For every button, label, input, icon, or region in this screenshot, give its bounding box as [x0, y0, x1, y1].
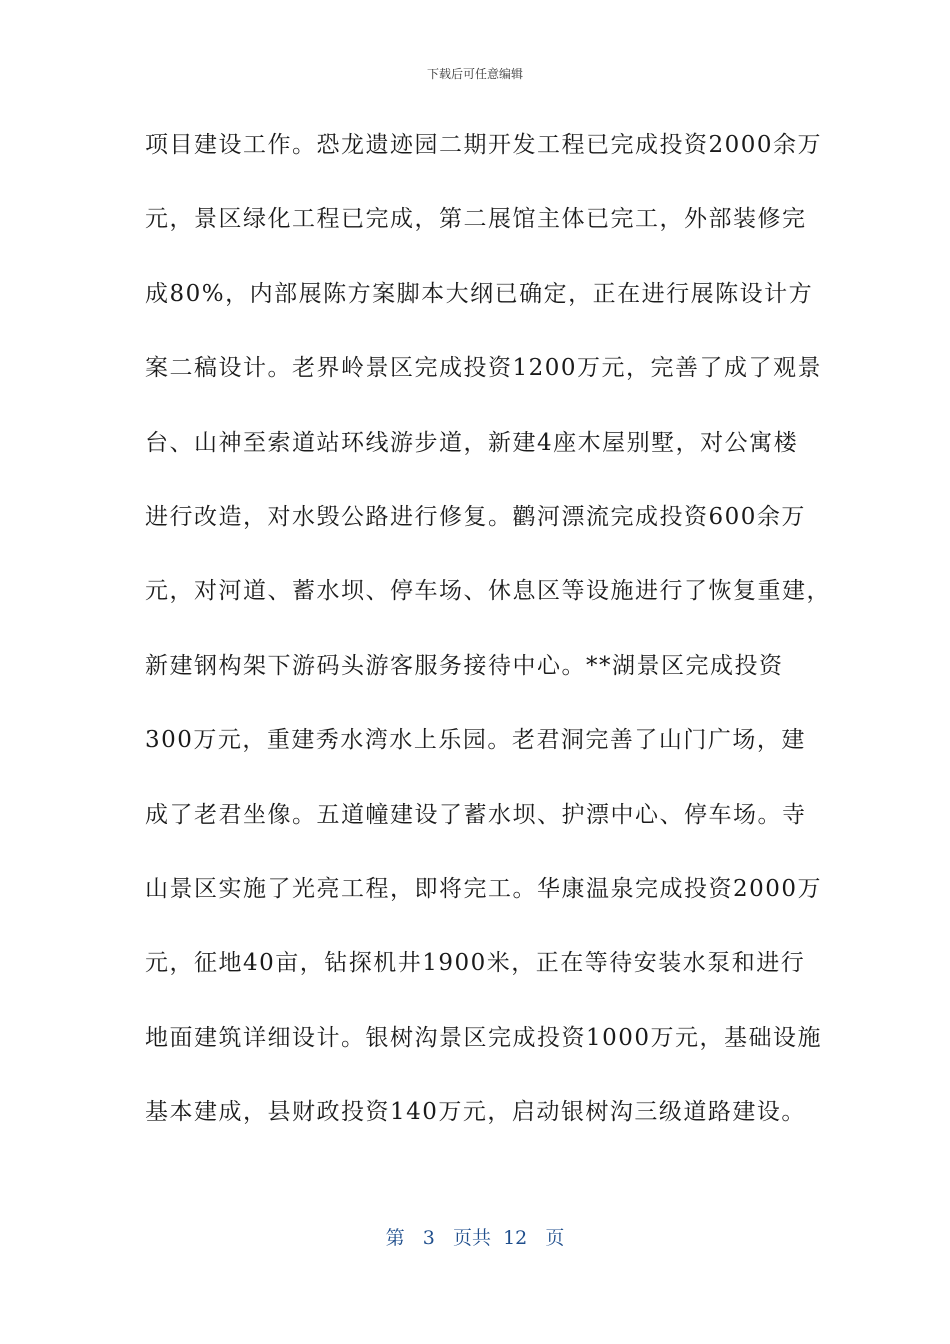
body-line: 成了老君坐像。五道幢建设了蓄水坝、护漂中心、停车场。寺 — [145, 801, 807, 828]
body-line: 山景区实施了光亮工程，即将完工。华康温泉完成投资2000万 — [145, 875, 823, 902]
body-line: 基本建成，县财政投资140万元，启动银树沟三级道路建设。 — [145, 1099, 806, 1126]
current-page-number: 3 — [422, 1227, 435, 1249]
body-line: 元，景区绿化工程已完成，第二展馆主体已完工，外部装修完 — [145, 206, 807, 233]
body-line: 300万元，重建秀水湾水上乐园。老君洞完善了山门广场，建 — [145, 727, 806, 754]
body-line: 台、山神至索道站环线游步道，新建4座木屋别墅，对公寓楼 — [145, 429, 799, 456]
total-pages-number: 12 — [503, 1227, 528, 1249]
body-line: 进行改造，对水毁公路进行修复。鹳河漂流完成投资600余万 — [145, 503, 806, 530]
body-line: 地面建筑详细设计。银树沟景区完成投资1000万元，基础设施 — [145, 1024, 823, 1051]
body-line: 成80%，内部展陈方案脚本大纲已确定，正在进行展陈设计方 — [145, 280, 814, 307]
page-number-footer — [0, 1226, 950, 1250]
page-prefix: 第 — [385, 1227, 405, 1249]
page-header-note: 下载后可任意编辑 — [426, 67, 523, 81]
body-line: 元，对河道、蓄水坝、停车场、休息区等设施进行了恢复重建， — [145, 578, 831, 605]
page-suffix: 页 — [545, 1227, 565, 1249]
body-line: 项目建设工作。恐龙遗迹园二期开发工程已完成投资2000余万 — [145, 132, 823, 158]
body-line: 案二稿设计。老界岭景区完成投资1200万元，完善了成了观景 — [145, 355, 823, 382]
body-line: 新建钢构架下游码头游客服务接待中心。**湖景区完成投资 — [145, 652, 784, 679]
page-middle-text: 页共 — [452, 1227, 491, 1249]
document-body — [145, 124, 831, 1165]
body-line: 元，征地40亩，钻探机井1900米，正在等待安装水泵和进行 — [145, 950, 806, 977]
